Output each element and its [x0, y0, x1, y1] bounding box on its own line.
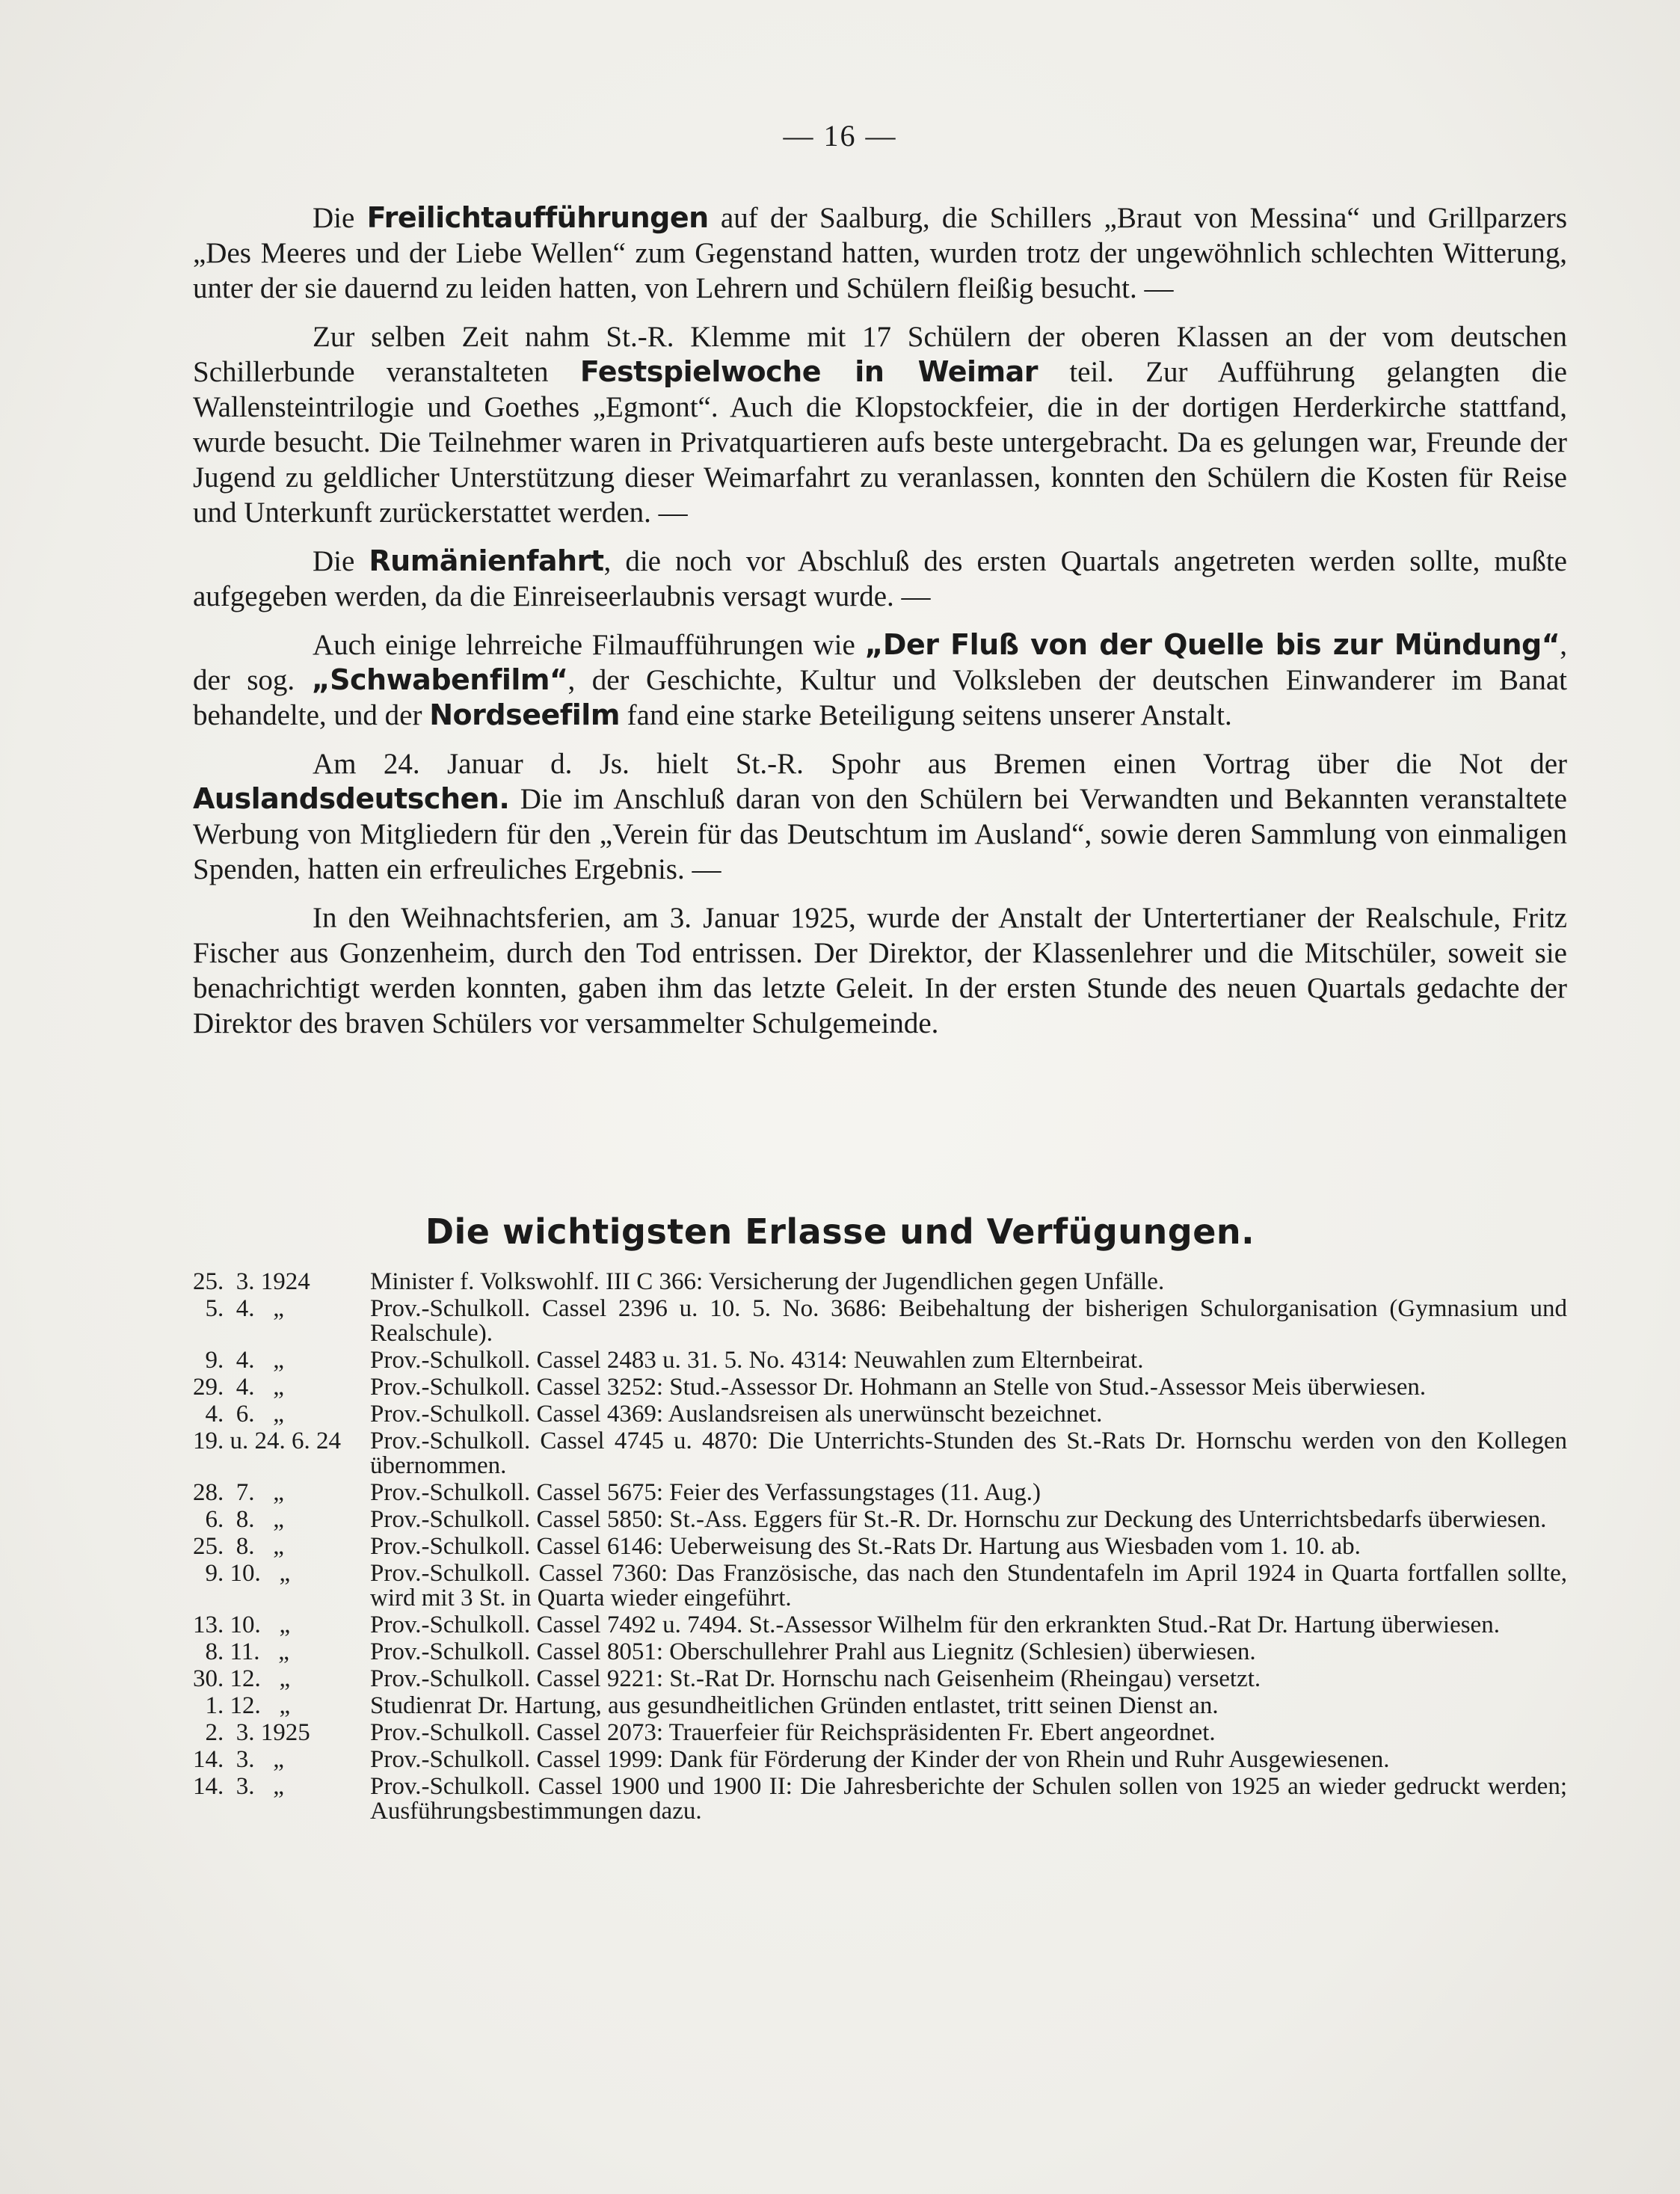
- decree-date: 2. 3. 1925: [193, 1719, 310, 1746]
- decree-text: Prov.-Schulkoll. Cassel 7492 u. 7494. St.-Assessor Wilhelm für den erkrankten Stud.-Rat Dr. Hartung überwiesen.: [370, 1611, 1500, 1638]
- emphasis-text: „Schwabenfilm“: [311, 663, 568, 696]
- decree-text: Studienrat Dr. Hartung, aus gesundheitlichen Gründen entlastet, tritt seinen Dienst an.: [370, 1692, 1219, 1719]
- decree-row: [193, 1748, 1567, 1772]
- decree-date: 14. 3. „: [193, 1746, 284, 1773]
- decree-text: Prov.-Schulkoll. Cassel 4745 u. 4870: Die Unterrichts-Stunden des St.-Rats Dr. Hornschu werden von den Kollegen übernommen.: [370, 1428, 1567, 1479]
- decree-row: [193, 1667, 1567, 1691]
- paragraph-text: , der Geschichte, Kultur und Volksleben der deutschen Einwanderer im Banat behandelte, und der: [193, 664, 1567, 731]
- decree-row: [193, 1402, 1567, 1427]
- paragraph: [193, 319, 1567, 530]
- decree-row: [193, 1297, 1567, 1346]
- decree-date: 6. 8. „: [193, 1506, 284, 1533]
- decree-text: Prov.-Schulkoll. Cassel 8051: Oberschullehrer Prahl aus Liegnitz (Schlesien) überwiesen.: [370, 1638, 1256, 1665]
- paragraph: [193, 200, 1567, 306]
- emphasis-text: Nordseefilm: [429, 698, 620, 731]
- paragraph-text: , die noch vor Abschluß des ersten Quartals angetreten werden sollte, mußte aufgegeben werden, da die Einreiseerlaubnis versagt wurde. —: [193, 545, 1567, 612]
- emphasis-text: Rumänienfahrt: [369, 544, 604, 577]
- decree-row: [193, 1721, 1567, 1745]
- emphasis-text: Auslandsdeutschen.: [193, 782, 510, 815]
- paragraph: [193, 746, 1567, 887]
- decree-row: [193, 1348, 1567, 1373]
- decree-row: [193, 1375, 1567, 1400]
- emphasis-text: Freilichtaufführungen: [366, 201, 709, 234]
- decree-date: 19. u. 24. 6. 24: [193, 1428, 341, 1454]
- decree-text: Prov.-Schulkoll. Cassel 9221: St.-Rat Dr. Hornschu nach Geisenheim (Rheingau) versetzt.: [370, 1665, 1261, 1692]
- paragraph-text: fand eine starke Beteiligung seitens unserer Anstalt.: [619, 699, 1232, 731]
- paragraph-text: In den Weihnachtsferien, am 3. Januar 1925, wurde der Anstalt der Untertertianer der Realschule, Fritz Fischer aus Gonzenheim, durch den Tod entrissen. Der Direktor, der Klassenlehrer und die Mitschüler, soweit sie benachrichtigt werden konnten, gaben ihm das letzte Geleit. In der ersten Stunde des neuen Quartals gedachte der Direktor des braven Schülers vor versammelter Schulgemeinde.: [193, 902, 1567, 1039]
- paragraph-text: Zur selben Zeit nahm St.-R. Klemme mit 17 Schülern der oberen Klassen an der vom deutschen Schillerbunde veranstalteten: [193, 321, 1567, 388]
- decree-row: [193, 1613, 1567, 1638]
- paragraph: [193, 627, 1567, 733]
- decree-list: [193, 1270, 1567, 1826]
- decree-text: Minister f. Volkswohlf. III C 366: Versicherung der Jugendlichen gegen Unfälle.: [370, 1268, 1165, 1295]
- decree-text: Prov.-Schulkoll. Cassel 1900 und 1900 II: Die Jahresberichte der Schulen sollen von 1925 an wieder gedruckt werden; Ausführungsbestimmungen dazu.: [370, 1773, 1567, 1825]
- decree-text: Prov.-Schulkoll. Cassel 1999: Dank für Förderung der Kinder der von Rhein und Ruhr Ausgewiesenen.: [370, 1746, 1390, 1773]
- paragraph-text: Die im Anschluß daran von den Schülern bei Verwandten und Bekannten veranstaltete Werbung von Mitgliedern für den „Verein für das Deutschtum im Ausland“, sowie deren Sammlung von einmaligen Spenden, hatten ein erfreuliches Ergebnis. —: [193, 783, 1567, 885]
- decree-date: 8. 11. „: [193, 1638, 289, 1665]
- decree-row: [193, 1481, 1567, 1505]
- decree-row: [193, 1694, 1567, 1718]
- decree-row: [193, 1561, 1567, 1611]
- decree-text: Prov.-Schulkoll. Cassel 5675: Feier des Verfassungstages (11. Aug.): [370, 1479, 1041, 1506]
- decree-row: [193, 1270, 1567, 1294]
- decree-date: 1. 12. „: [193, 1692, 291, 1719]
- decree-date: 14. 3. „: [193, 1773, 284, 1800]
- decree-text: Prov.-Schulkoll. Cassel 2483 u. 31. 5. No. 4314: Neuwahlen zum Elternbeirat.: [370, 1347, 1144, 1374]
- decree-date: 13. 10. „: [193, 1611, 291, 1638]
- decree-text: Prov.-Schulkoll. Cassel 6146: Ueberweisung des St.-Rats Dr. Hartung aus Wiesbaden vom 1. 10. ab.: [370, 1533, 1361, 1560]
- decree-date: 28. 7. „: [193, 1479, 284, 1506]
- paragraph-text: Die: [313, 545, 369, 577]
- report-body: [193, 200, 1567, 1054]
- decree-row: [193, 1508, 1567, 1532]
- paragraph: [193, 544, 1567, 614]
- decree-row: [193, 1640, 1567, 1665]
- decree-row: [193, 1429, 1567, 1478]
- decree-text: Prov.-Schulkoll. Cassel 2073: Trauerfeier für Reichspräsidenten Fr. Ebert angeordnet.: [370, 1719, 1216, 1746]
- paragraph-text: Auch einige lehrreiche Filmaufführungen wie: [313, 629, 865, 661]
- decree-text: Prov.-Schulkoll. Cassel 7360: Das Französische, das nach den Stundentafeln im April 1924 in Quarta fortfallen sollte, wird mit 3 St. in Quarta wieder eingeführt.: [370, 1560, 1567, 1611]
- decree-date: 9. 4. „: [193, 1347, 284, 1374]
- paragraph-text: teil. Zur Aufführung gelangten die Wallensteintrilogie und Goethes „Egmont“. Auch die Klopstockfeier, die in der dortigen Herderkirche stattfand, wurde besucht. Die Teilnehmer waren in Privatquartieren aufs beste untergebracht. Da es gelungen war, Freunde der Jugend zu geldlicher Unterstützung dieser Weimarfahrt zu veranlassen, konnten den Schülern die Kosten für Reise und Unterkunft zurückerstattet werden. —: [193, 356, 1567, 529]
- decree-date: 25. 8. „: [193, 1533, 284, 1560]
- decree-text: Prov.-Schulkoll. Cassel 3252: Stud.-Assessor Dr. Hohmann an Stelle von Stud.-Assessor Meis überwiesen.: [370, 1374, 1427, 1401]
- decree-text: Prov.-Schulkoll. Cassel 5850: St.-Ass. Eggers für St.-R. Dr. Hornschu zur Deckung des Unterrichtsbedarfs überwiesen.: [370, 1506, 1547, 1533]
- decree-date: 4. 6. „: [193, 1401, 284, 1428]
- decree-date: 29. 4. „: [193, 1374, 284, 1401]
- decree-text: Prov.-Schulkoll. Cassel 2396 u. 10. 5. No. 3686: Beibehaltung der bisherigen Schulorganisation (Gymnasium und Realschule).: [370, 1295, 1567, 1347]
- paragraph-text: , der sog.: [193, 629, 1567, 696]
- decree-date: 25. 3. 1924: [193, 1268, 310, 1295]
- paragraph-text: Am 24. Januar d. Js. hielt St.-R. Spohr aus Bremen einen Vortrag über die Not der: [313, 748, 1567, 780]
- decree-row: [193, 1534, 1567, 1559]
- decree-date: 30. 12. „: [193, 1665, 291, 1692]
- decree-date: 9. 10. „: [193, 1560, 291, 1587]
- decree-date: 5. 4. „: [193, 1295, 284, 1322]
- paragraph-text: auf der Saalburg, die Schillers „Braut von Messina“ und Grillparzers „Des Meeres und der Liebe Wellen“ zum Gegenstand hatten, wurden trotz der ungewöhnlich schlechten Witterung, unter der sie dauernd zu leiden hatten, von Lehrern und Schülern fleißig besucht. —: [193, 202, 1567, 304]
- section-heading: Die wichtigsten Erlasse und Verfügungen.: [425, 1211, 1255, 1252]
- emphasis-text: „Der Fluß von der Quelle bis zur Mündung“: [864, 628, 1560, 661]
- emphasis-text: Festspielwoche in Weimar: [579, 355, 1039, 388]
- decree-row: [193, 1774, 1567, 1824]
- paragraph-text: Die: [313, 202, 367, 234]
- paragraph: [193, 900, 1567, 1041]
- page-number: — 16 —: [783, 119, 897, 153]
- decree-text: Prov.-Schulkoll. Cassel 4369: Auslandsreisen als unerwünscht bezeichnet.: [370, 1401, 1103, 1428]
